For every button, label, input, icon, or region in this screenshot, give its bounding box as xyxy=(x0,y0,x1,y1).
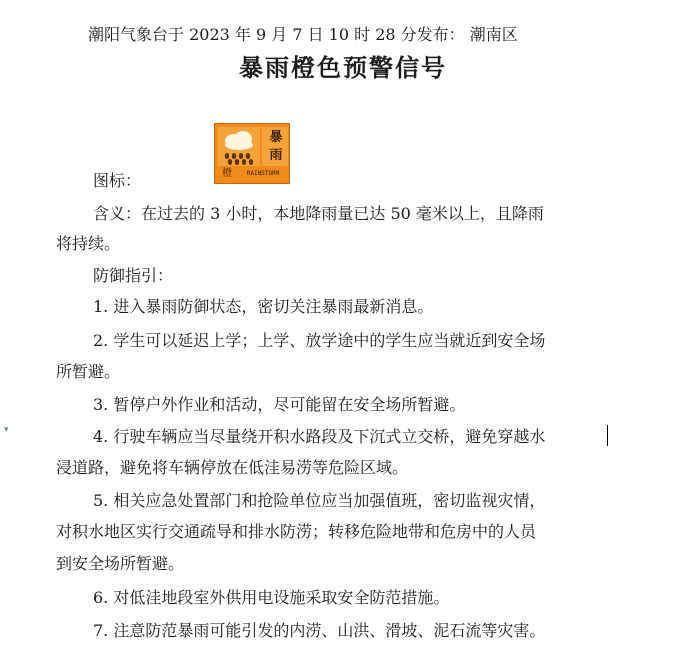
guidance-item-5-line-2: 对积水地区实行交通疏导和排水防涝；转移危险地带和危房中的人员 xyxy=(56,522,537,541)
icon-label: 图标： xyxy=(93,171,142,190)
guidance-item-4-line-2: 浸道路，避免将车辆停放在低洼易涝等危险区域。 xyxy=(56,458,409,477)
guidance-heading: 防御指引： xyxy=(93,266,174,285)
guidance-item-7: 7. 注意防范暴雨可能引发的内涝、山洪、滑坡、泥石流等灾害。 xyxy=(93,621,546,640)
guidance-item-2-line-1: 2. 学生可以延迟上学；上学、放学途中的学生应当就近到安全场 xyxy=(93,331,546,350)
issue-header: 潮阳气象台于 2023 年 9 月 7 日 10 时 28 分发布： 潮南区 xyxy=(88,25,518,44)
guidance-item-5-line-1: 5. 相关应急处置部门和抢险单位应当加强值班，密切监视灾情， xyxy=(93,491,546,510)
meaning-line-1: 含义：在过去的 3 小时，本地降雨量已达 50 毫米以上，且降雨 xyxy=(93,204,544,223)
icon-char-bao: 暴 xyxy=(269,130,283,145)
rainstorm-orange-warning-icon xyxy=(214,123,290,184)
guidance-item-6: 6. 对低洼地段室外供用电设施采取安全防范措施。 xyxy=(93,588,450,607)
text-cursor xyxy=(607,425,608,446)
guidance-item-3: 3. 暂停户外作业和活动，尽可能留在安全场所暂避。 xyxy=(93,395,466,414)
guidance-item-1: 1. 进入暴雨防御状态，密切关注暴雨最新消息。 xyxy=(93,297,434,316)
guidance-item-5-line-3: 到安全场所暂避。 xyxy=(56,554,185,573)
cloud-rain-icon xyxy=(218,127,260,166)
guidance-item-4-line-1: 4. 行驶车辆应当尽量绕开积水路段及下沉式立交桥，避免穿越水 xyxy=(93,427,546,446)
meaning-line-2: 将持续。 xyxy=(56,234,121,253)
icon-rainstorm-text: RAINSTORM xyxy=(246,170,280,177)
guidance-item-2-line-2: 所暂避。 xyxy=(56,362,121,381)
icon-char-yu: 雨 xyxy=(269,148,283,163)
margin-marker-icon: ▾ xyxy=(4,425,9,435)
page-title: 暴雨橙色预警信号 xyxy=(239,54,447,82)
icon-level-char: 橙 xyxy=(222,168,232,179)
